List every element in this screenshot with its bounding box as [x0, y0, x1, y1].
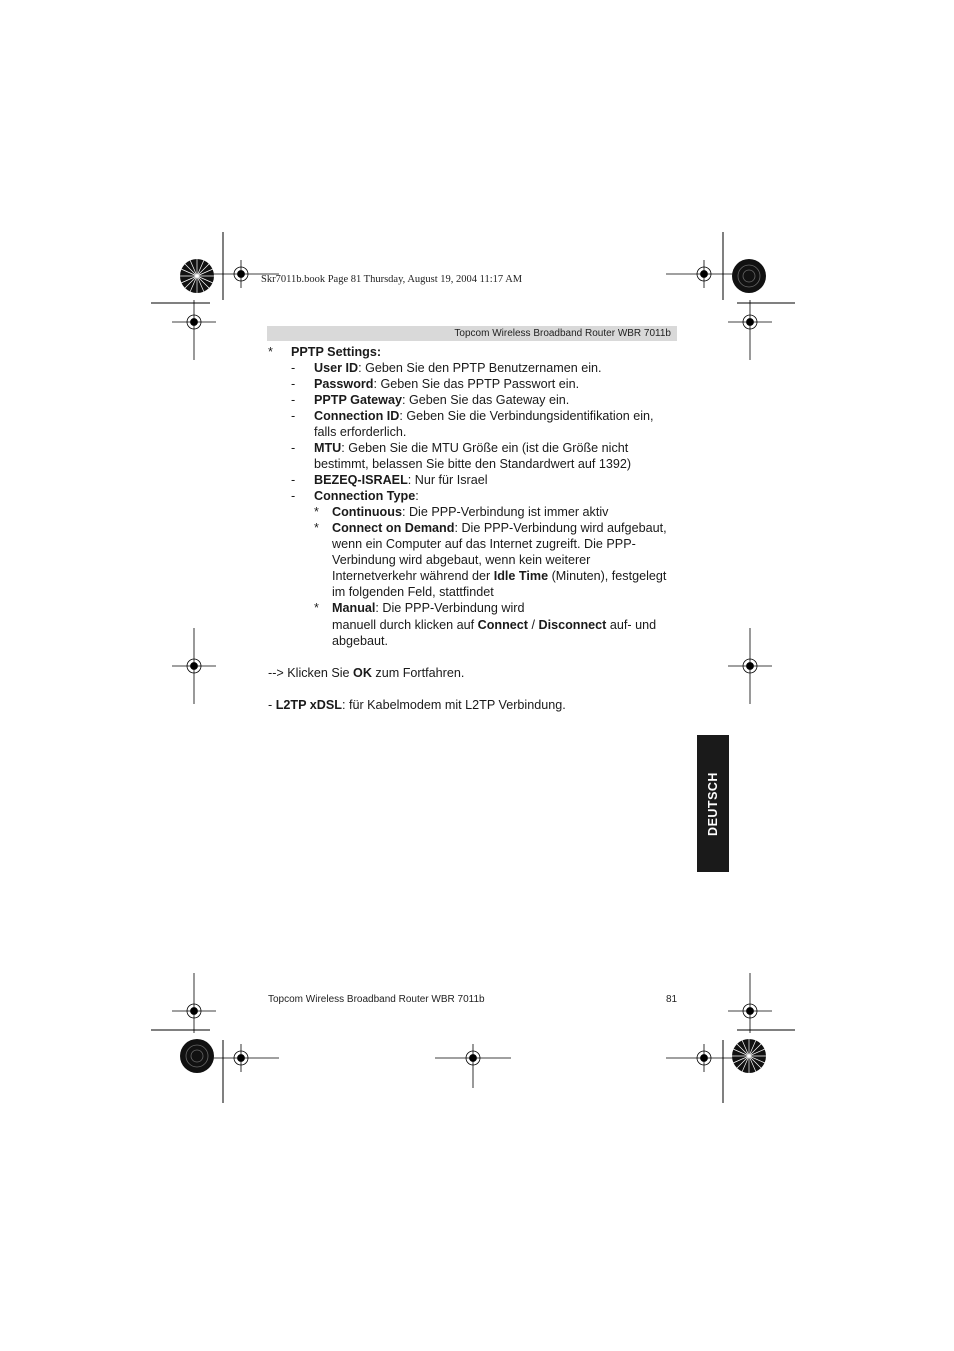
sub-item-star: *: [314, 521, 319, 535]
sub-item-continuous: Continuous: Die PPP-Verbindung ist immer aktiv: [332, 505, 609, 519]
list-item-dash: -: [291, 473, 296, 487]
list-item-dash: -: [291, 361, 296, 375]
list-item-connection-id: Connection ID: Geben Sie die Verbindungsidentifikation ein, falls erforderlich.: [314, 409, 654, 439]
l2tp-xdsl-line: - L2TP xDSL: für Kabelmodem mit L2TP Verbindung.: [268, 698, 566, 712]
continue-instruction: --> Klicken Sie OK zum Fortfahren.: [268, 666, 465, 680]
section-title: PPTP Settings:: [291, 345, 382, 359]
list-item-dash: -: [291, 393, 296, 407]
sub-item-star: *: [314, 601, 319, 615]
list-item-mtu: MTU: Geben Sie die MTU Größe ein (ist die Größe nicht bestimmt, belassen Sie bitte den Standardwert auf 1392): [314, 441, 632, 471]
header-title: Topcom Wireless Broadband Router WBR 7011b: [454, 328, 671, 339]
list-item-dash: -: [291, 377, 296, 391]
sub-item-connect-on-demand: Connect on Demand: Die PPP-Verbindung wird aufgebaut, wenn ein Computer auf das Internet zugreift. Die PPP- Verbindung wird abgebaut, wenn kein weiterer Internetverkehr während der Idle Time (Minuten), festgelegt im folgenden Feld, stattfindet: [332, 521, 667, 599]
list-item-dash: -: [291, 441, 296, 455]
footer-title: Topcom Wireless Broadband Router WBR 7011b: [268, 994, 485, 1005]
page-number: 81: [666, 994, 678, 1005]
list-item-dash: -: [291, 489, 296, 503]
list-item-password: Password: Geben Sie das PPTP Passwort ein.: [314, 377, 580, 391]
print-slug-line: Skr7011b.book Page 81 Thursday, August 19, 2004 11:17 AM: [261, 274, 523, 285]
sub-item-manual: Manual: Die PPP-Verbindung wird manuell durch klicken auf Connect / Disconnect auf- und abgebaut.: [332, 601, 657, 648]
list-item-connection-type: Connection Type:: [314, 489, 419, 503]
list-item-bezeq-israel: BEZEQ-ISRAEL: Nur für Israel: [314, 473, 488, 487]
language-tab: [697, 735, 729, 872]
section-title-wrap: [291, 344, 381, 360]
pptp-settings-heading: *: [268, 345, 273, 359]
sub-item-star: *: [314, 505, 319, 519]
list-item-user-id: User ID: Geben Sie den PPTP Benutzernamen ein.: [314, 361, 602, 375]
list-item-dash: -: [291, 409, 296, 423]
list-item-pptp-gateway: PPTP Gateway: Geben Sie das Gateway ein.: [314, 393, 570, 407]
language-tab-label: DEUTSCH: [706, 771, 720, 836]
running-header: [267, 326, 677, 341]
